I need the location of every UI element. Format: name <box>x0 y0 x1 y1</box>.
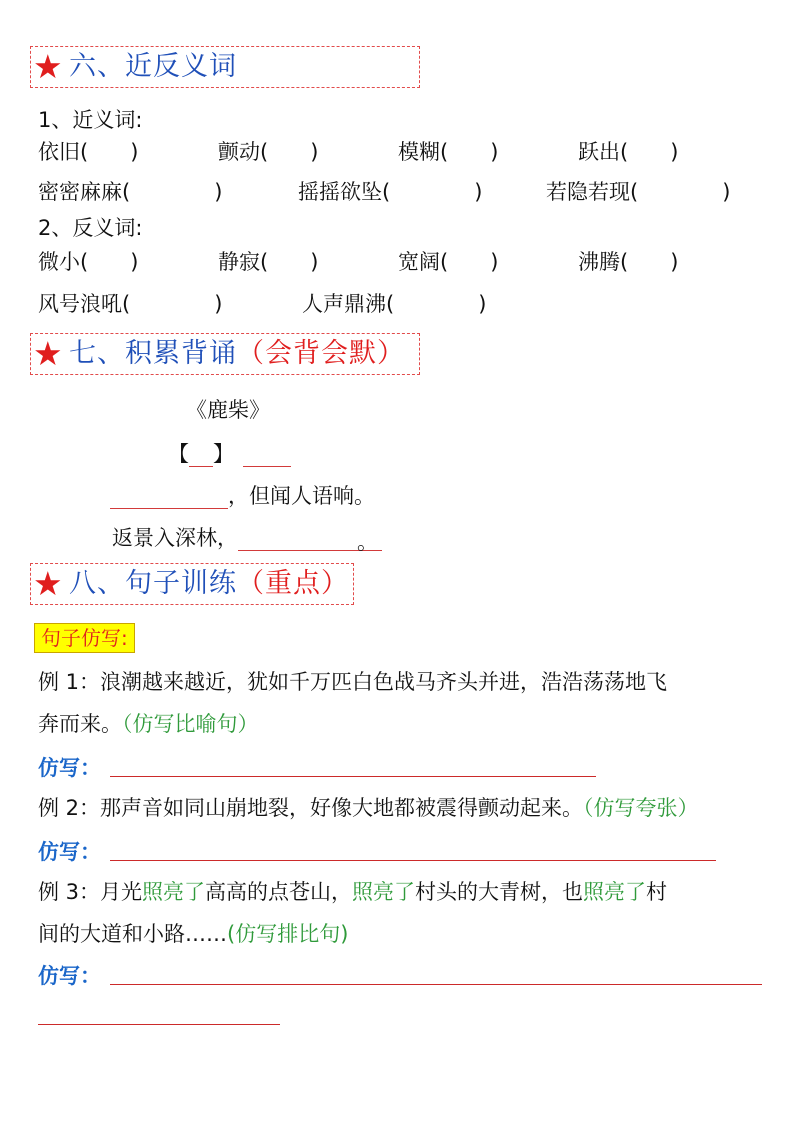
antonym-item: 沸腾( ) <box>578 250 679 274</box>
star-icon: ★ <box>33 334 63 373</box>
example-2: 例 2：那声音如同山崩地裂，好像大地都被震得颤动起来。（仿写夸张） <box>38 796 699 820</box>
answer-line-1[interactable] <box>110 776 596 777</box>
imitate-label-1: 仿写： <box>38 756 101 780</box>
star-icon: ★ <box>33 47 63 86</box>
synonym-item: 若隐若现( ) <box>546 180 731 204</box>
example-3-hint: (仿写排比句) <box>227 922 349 946</box>
section-7-header <box>30 333 420 375</box>
example-2-hint: （仿写夸张） <box>583 796 699 820</box>
antonym-item: 宽阔( ) <box>398 250 499 274</box>
antonym-label: 2、反义词: <box>38 216 143 240</box>
poem-author-line: 【 】 <box>168 438 291 468</box>
synonym-label: 1、近义词: <box>38 108 143 132</box>
synonym-item: 摇摇欲坠( ) <box>298 180 483 204</box>
imitate-tag: 句子仿写: <box>34 622 135 651</box>
section-6-header <box>30 46 420 88</box>
poem-line-2: 返景入深林， 。 <box>112 522 382 552</box>
section-7-title: 七、积累背诵（会背会默） <box>69 338 405 369</box>
section-8-title: 八、句子训练（重点） <box>69 568 349 599</box>
section-7-note: （会背会默） <box>237 338 405 369</box>
star-icon: ★ <box>33 564 63 603</box>
example-3-line-2: 间的大道和小路……(仿写排比句) <box>38 922 349 946</box>
example-1-line-1: 例 1：浪潮越来越近，犹如千万匹白色战马齐头并进，浩浩荡荡地飞 <box>38 670 668 694</box>
dynasty-blank[interactable] <box>243 442 291 467</box>
section-6-title: 六、近反义词 <box>69 51 237 82</box>
synonym-item: 依旧( ) <box>38 140 139 164</box>
synonym-item: 跃出( ) <box>578 140 679 164</box>
antonym-item: 静寂( ) <box>218 250 319 274</box>
answer-line-3[interactable] <box>110 984 762 985</box>
imitate-label-2: 仿写： <box>38 840 101 864</box>
poem-title: 《鹿柴》 <box>186 398 270 422</box>
imitate-label-3: 仿写： <box>38 964 101 988</box>
antonym-item: 微小( ) <box>38 250 139 274</box>
author-blank[interactable] <box>189 442 213 467</box>
synonym-item: 密密麻麻( ) <box>38 180 223 204</box>
antonym-item: 人声鼎沸( ) <box>302 292 487 316</box>
poem-line-1: ，但闻人语响。 <box>110 480 375 510</box>
synonym-item: 颤动( ) <box>218 140 319 164</box>
antonym-item: 风号浪吼( ) <box>38 292 223 316</box>
example-1-line-2: 奔而来。（仿写比喻句） <box>38 712 259 736</box>
section-8-header <box>30 563 354 605</box>
example-1-hint: （仿写比喻句） <box>122 712 259 736</box>
section-8-note: （重点） <box>237 568 349 599</box>
example-3-line-1: 例 3：月光照亮了高高的点苍山，照亮了村头的大青树，也照亮了村 <box>38 880 668 904</box>
synonym-item: 模糊( ) <box>398 140 499 164</box>
answer-line-2[interactable] <box>110 860 716 861</box>
poem-blank-2[interactable]: 。 <box>238 526 382 551</box>
answer-line-4[interactable] <box>38 1024 280 1025</box>
poem-blank-1[interactable] <box>110 484 228 509</box>
